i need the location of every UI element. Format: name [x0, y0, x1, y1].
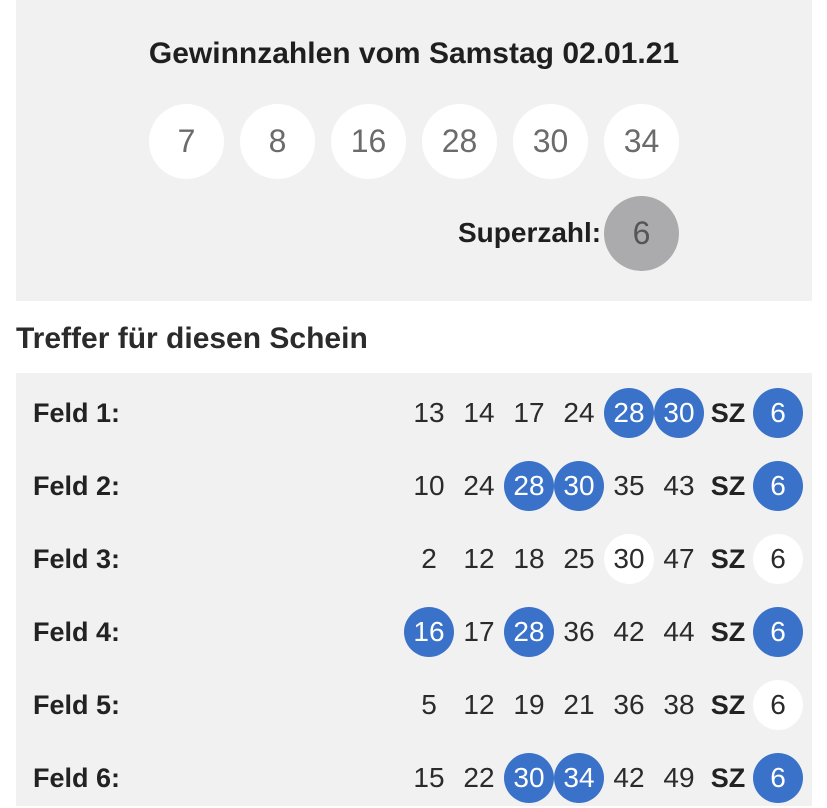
winning-numbers-panel — [16, 0, 812, 301]
field-number: 13 — [413, 397, 445, 428]
field-label: Feld 2: — [33, 471, 121, 501]
field-label: Feld 3: — [33, 544, 121, 574]
field-number: 12 — [463, 689, 495, 720]
field-number: 38 — [663, 689, 695, 720]
field-row — [16, 456, 812, 516]
field-number: 47 — [663, 543, 695, 574]
field-label: Feld 4: — [33, 617, 121, 647]
field-number: 42 — [613, 762, 645, 793]
fields-panel — [16, 373, 812, 806]
matched-number: 30 — [654, 388, 704, 438]
results-heading: Treffer für diesen Schein — [16, 322, 368, 355]
superzahl-short-label: SZ — [710, 398, 746, 428]
winning-number-ball: 34 — [604, 104, 679, 179]
superzahl-short-label: SZ — [710, 617, 746, 647]
draw-title: Gewinnzahlen vom Samstag 02.01.21 — [148, 37, 680, 70]
matched-superzahl: 6 — [753, 388, 803, 438]
superzahl-short-label: SZ — [710, 544, 746, 574]
field-row — [16, 529, 812, 589]
field-row — [16, 675, 812, 735]
matched-number: 28 — [504, 461, 554, 511]
field-number: 12 — [463, 543, 495, 574]
field-number: 10 — [413, 470, 445, 501]
field-superzahl: 6 — [753, 534, 803, 584]
field-number: 18 — [513, 543, 545, 574]
matched-number: 28 — [604, 388, 654, 438]
field-number: 49 — [663, 762, 695, 793]
field-number: 22 — [463, 762, 495, 793]
winning-numbers — [149, 104, 689, 179]
field-number: 42 — [613, 616, 645, 647]
field-number: 30 — [604, 534, 654, 584]
field-number: 14 — [463, 397, 495, 428]
field-number: 5 — [421, 689, 437, 720]
field-number: 43 — [663, 470, 695, 501]
field-number: 15 — [413, 762, 445, 793]
matched-number: 34 — [554, 753, 604, 803]
field-row — [16, 383, 812, 443]
superzahl-short-label: SZ — [710, 763, 746, 793]
matched-number: 30 — [504, 753, 554, 803]
superzahl-short-label: SZ — [710, 471, 746, 501]
field-number: 44 — [663, 616, 695, 647]
field-row — [16, 602, 812, 662]
field-number: 36 — [613, 689, 645, 720]
winning-number-ball: 30 — [513, 104, 588, 179]
field-label: Feld 5: — [33, 690, 121, 720]
field-label: Feld 6: — [33, 763, 121, 793]
field-number: 19 — [513, 689, 545, 720]
field-number: 17 — [513, 397, 545, 428]
field-number: 36 — [563, 616, 595, 647]
winning-number-ball: 7 — [149, 104, 224, 179]
matched-number: 16 — [404, 607, 454, 657]
matched-number: 28 — [504, 607, 554, 657]
field-number: 24 — [563, 397, 595, 428]
matched-number: 30 — [554, 461, 604, 511]
winning-number-ball: 28 — [422, 104, 497, 179]
superzahl-short-label: SZ — [710, 690, 746, 720]
field-row — [16, 748, 812, 808]
field-number: 17 — [463, 616, 495, 647]
matched-superzahl: 6 — [753, 753, 803, 803]
field-number: 35 — [613, 470, 645, 501]
matched-superzahl: 6 — [753, 461, 803, 511]
superzahl-label: Superzahl: — [458, 217, 602, 248]
field-number: 25 — [563, 543, 595, 574]
matched-superzahl: 6 — [753, 607, 803, 657]
field-number: 2 — [421, 543, 437, 574]
winning-number-ball: 16 — [331, 104, 406, 179]
field-number: 21 — [563, 689, 595, 720]
winning-number-ball: 8 — [240, 104, 315, 179]
field-superzahl: 6 — [753, 680, 803, 730]
superzahl-ball: 6 — [604, 196, 679, 271]
field-number: 24 — [463, 470, 495, 501]
field-label: Feld 1: — [33, 398, 121, 428]
